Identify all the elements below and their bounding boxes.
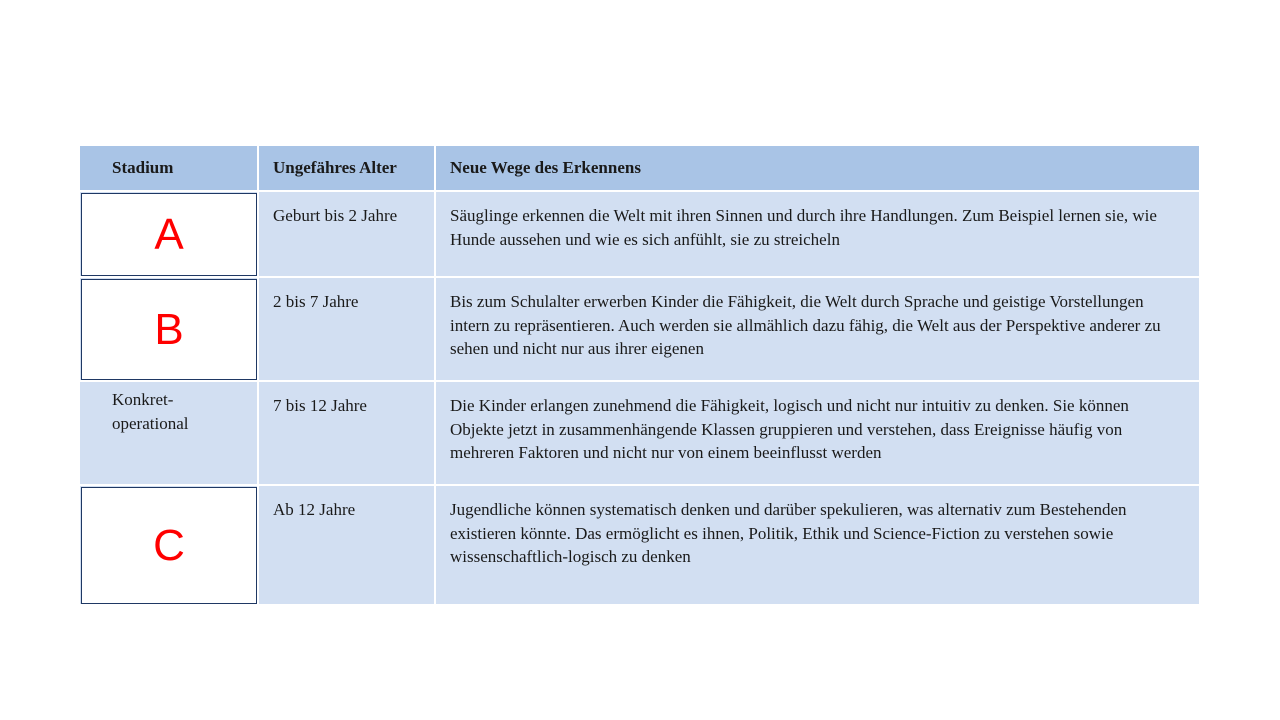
description-cell: Jugendliche können systematisch denken und darüber spekulieren, was alternativ zum Bestehenden existieren könnte. Das ermöglicht es ihnen, Politik, Ethik und Science-Fiction zu verstehen sowie wissenschaftlich-logisch zu denken: [435, 485, 1200, 605]
description-cell: Die Kinder erlangen zunehmend die Fähigkeit, logisch und nicht nur intuitiv zu denken. Sie können Objekte jetzt in zusammenhängende Klassen gruppieren und verstehen, dass Ereignisse häufig von mehreren Faktoren und nicht nur von einem beeinflusst werden: [435, 381, 1200, 485]
stage-cell: [80, 277, 258, 381]
stage-cell: [80, 381, 258, 485]
age-cell: Ab 12 Jahre: [258, 485, 435, 605]
stage-placeholder-box-b: B: [81, 279, 257, 380]
stage-label: Konkret-operational: [112, 390, 189, 433]
table-header-row: [80, 146, 1200, 191]
age-cell: Geburt bis 2 Jahre: [258, 191, 435, 277]
table-row: [80, 381, 1200, 485]
description-cell: Säuglinge erkennen die Welt mit ihren Sinnen und durch ihre Handlungen. Zum Beispiel lernen sie, wie Hunde aussehen und wie es sich anfühlt, sie zu streicheln: [435, 191, 1200, 277]
header-erkennen: Neue Wege des Erkennens: [435, 146, 1200, 191]
description-cell: Bis zum Schulalter erwerben Kinder die Fähigkeit, die Welt durch Sprache und geistige Vorstellungen intern zu repräsentieren. Auch werden sie allmählich dazu fähig, die Welt aus der Perspektive anderer zu sehen und nicht nur aus ihrer eigenen: [435, 277, 1200, 381]
age-cell: 2 bis 7 Jahre: [258, 277, 435, 381]
table-row: [80, 191, 1200, 277]
stage-cell: [80, 191, 258, 277]
header-alter: Ungefähres Alter: [258, 146, 435, 191]
header-stadium: Stadium: [80, 146, 258, 191]
table-row: [80, 485, 1200, 605]
age-cell: 7 bis 12 Jahre: [258, 381, 435, 485]
stage-cell: [80, 485, 258, 605]
table-row: [80, 277, 1200, 381]
stage-placeholder-box-c: C: [81, 487, 257, 604]
cognitive-stages-table: [80, 146, 1201, 606]
stage-placeholder-box-a: A: [81, 193, 257, 276]
